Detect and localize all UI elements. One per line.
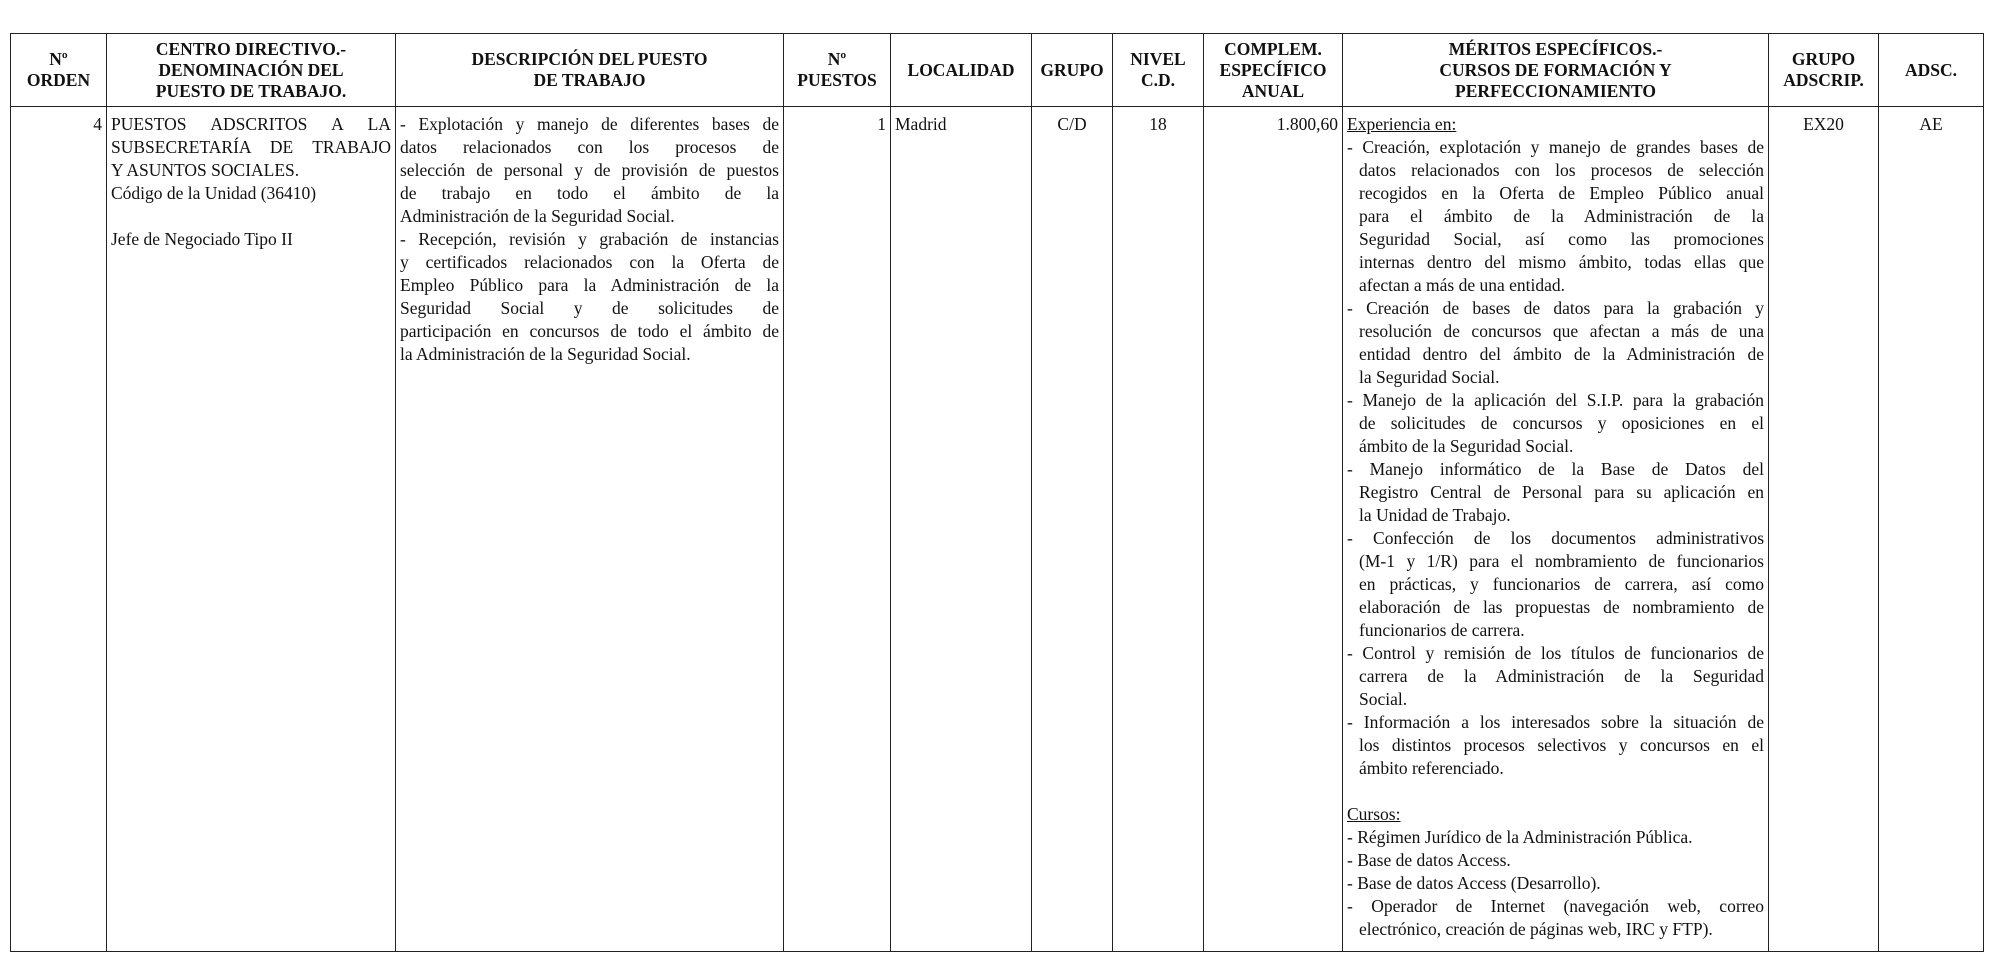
cell-meritos: [1343, 107, 1769, 952]
text-line: - Creación, explotación y manejo de grandes bases de: [1347, 137, 1764, 157]
text-line: en prácticas, y funcionarios de carrera, así como: [1359, 574, 1764, 594]
header-meritos: MÉRITOS ESPECÍFICOS.- CURSOS DE FORMACIÓN Y PERFECCIONAMIENTO: [1343, 34, 1769, 107]
text-line: selección de personal y de provisión de puestos: [400, 160, 779, 180]
text-line: - Información a los interesados sobre la situación de: [1347, 712, 1764, 732]
header-complemento: COMPLEM. ESPECÍFICO ANUAL: [1204, 34, 1343, 107]
text-line: - Régimen Jurídico de la Administración Pública.: [1347, 827, 1693, 847]
text-line: de trabajo en todo el ámbito de la: [400, 183, 779, 203]
text-line: los distintos procesos selectivos y concursos en el: [1359, 735, 1764, 755]
text-line: recogidos en la Oferta de Empleo Público anual: [1359, 183, 1764, 203]
cell-descripcion: [396, 107, 784, 952]
experiencia-list: [1347, 136, 1764, 780]
paragraph: [111, 205, 391, 228]
header-orden: Nº ORDEN: [11, 34, 107, 107]
paragraph: [1347, 711, 1764, 780]
paragraph: [400, 113, 779, 228]
text-line: de solicitudes de concursos y oposiciones en el: [1359, 413, 1764, 433]
text-line: internas dentro del mismo ámbito, todas ellas que: [1359, 252, 1764, 272]
cursos-label: Cursos:: [1347, 804, 1401, 824]
cell-localidad: Madrid: [891, 107, 1032, 952]
text-line: para el ámbito de la Administración de la: [1359, 206, 1764, 226]
cell-nivel: 18: [1113, 107, 1204, 952]
text-line: Jefe de Negociado Tipo II: [111, 229, 293, 249]
spacer: [1347, 780, 1764, 803]
text-line: electrónico, creación de páginas web, IRC y FTP).: [1359, 919, 1713, 939]
text-line: - Base de datos Access (Desarrollo).: [1347, 873, 1601, 893]
header-adsc: ADSC.: [1879, 34, 1984, 107]
text-line: datos relacionados con los procesos de selección: [1359, 160, 1764, 180]
text-line: Seguridad Social y de solicitudes de: [400, 298, 779, 318]
text-line: datos relacionados con los procesos de: [400, 137, 779, 157]
header-centro: CENTRO DIRECTIVO.- DENOMINACIÓN DEL PUESTO DE TRABAJO.: [107, 34, 396, 107]
header-grupo: GRUPO: [1032, 34, 1113, 107]
text-line: (M-1 y 1/R) para el nombramiento de funcionarios: [1359, 551, 1764, 571]
text-line: - Explotación y manejo de diferentes bases de: [400, 114, 779, 134]
text-line: - Operador de Internet (navegación web, correo: [1347, 896, 1764, 916]
text-line: - Control y remisión de los títulos de funcionarios de: [1347, 643, 1764, 663]
header-localidad: LOCALIDAD: [891, 34, 1032, 107]
paragraph: [111, 113, 391, 182]
text-line: ámbito de la Seguridad Social.: [1359, 436, 1574, 456]
text-line: funcionarios de carrera.: [1359, 620, 1525, 640]
experiencia-label: Experiencia en:: [1347, 114, 1457, 134]
text-line: Empleo Público para la Administración de la: [400, 275, 779, 295]
cell-adsc: AE: [1879, 107, 1984, 952]
text-line: - Recepción, revisión y grabación de instancias: [400, 229, 779, 249]
text-line: Social.: [1359, 689, 1408, 709]
table-row: [11, 107, 1984, 952]
text-line: carrera de la Administración de la Seguridad: [1359, 666, 1764, 686]
paragraph: [1347, 642, 1764, 711]
text-line: resolución de concursos que afectan a más de una: [1359, 321, 1764, 341]
paragraph: [1347, 297, 1764, 389]
paragraph: [111, 228, 391, 251]
text-line: SUBSECRETARÍA DE TRABAJO: [111, 137, 391, 157]
text-line: entidad dentro del ámbito de la Administración de: [1359, 344, 1764, 364]
cell-grupo-adscrip: EX20: [1769, 107, 1879, 952]
paragraph: [1347, 458, 1764, 527]
job-posting-table: [10, 33, 1984, 952]
header-puestos: Nº PUESTOS: [784, 34, 891, 107]
header-row: [11, 34, 1984, 107]
text-line: ámbito referenciado.: [1359, 758, 1504, 778]
text-line: Registro Central de Personal para su aplicación en: [1359, 482, 1764, 502]
text-line: - Base de datos Access.: [1347, 850, 1511, 870]
paragraph: [1347, 849, 1764, 872]
text-line: afectan a más de una entidad.: [1359, 275, 1566, 295]
text-line: la Unidad de Trabajo.: [1359, 505, 1511, 525]
text-line: Y ASUNTOS SOCIALES.: [111, 160, 300, 180]
cell-centro: [107, 107, 396, 952]
text-line: y certificados relacionados con la Oferta de: [400, 252, 779, 272]
paragraph: [1347, 895, 1764, 941]
paragraph: [1347, 826, 1764, 849]
cell-orden: 4: [11, 107, 107, 952]
text-line: la Seguridad Social.: [1359, 367, 1500, 387]
text-line: - Manejo informático de la Base de Datos del: [1347, 459, 1764, 479]
cursos-list: [1347, 826, 1764, 941]
text-line: - Manejo de la aplicación del S.I.P. para la grabación: [1347, 390, 1764, 410]
text-line: elaboración de las propuestas de nombramiento de: [1359, 597, 1764, 617]
cell-grupo: C/D: [1032, 107, 1113, 952]
paragraph: [1347, 527, 1764, 642]
text-line: participación en concursos de todo el ámbito de: [400, 321, 779, 341]
paragraph: [1347, 136, 1764, 297]
header-descripcion: DESCRIPCIÓN DEL PUESTO DE TRABAJO: [396, 34, 784, 107]
text-line: - Creación de bases de datos para la grabación y: [1347, 298, 1764, 318]
text-line: la Administración de la Seguridad Social.: [400, 344, 691, 364]
text-line: Administración de la Seguridad Social.: [400, 206, 675, 226]
text-line: PUESTOS ADSCRITOS A LA: [111, 114, 391, 134]
cell-complemento: 1.800,60: [1204, 107, 1343, 952]
text-line: - Confección de los documentos administrativos: [1347, 528, 1764, 548]
header-grupo-adscrip: GRUPO ADSCRIP.: [1769, 34, 1879, 107]
cell-puestos: 1: [784, 107, 891, 952]
text-line: Seguridad Social, así como las promociones: [1359, 229, 1764, 249]
paragraph: [111, 182, 391, 205]
paragraph: [1347, 872, 1764, 895]
text-line: Código de la Unidad (36410): [111, 183, 317, 203]
paragraph: [1347, 389, 1764, 458]
header-nivel: NIVEL C.D.: [1113, 34, 1204, 107]
paragraph: [400, 228, 779, 366]
